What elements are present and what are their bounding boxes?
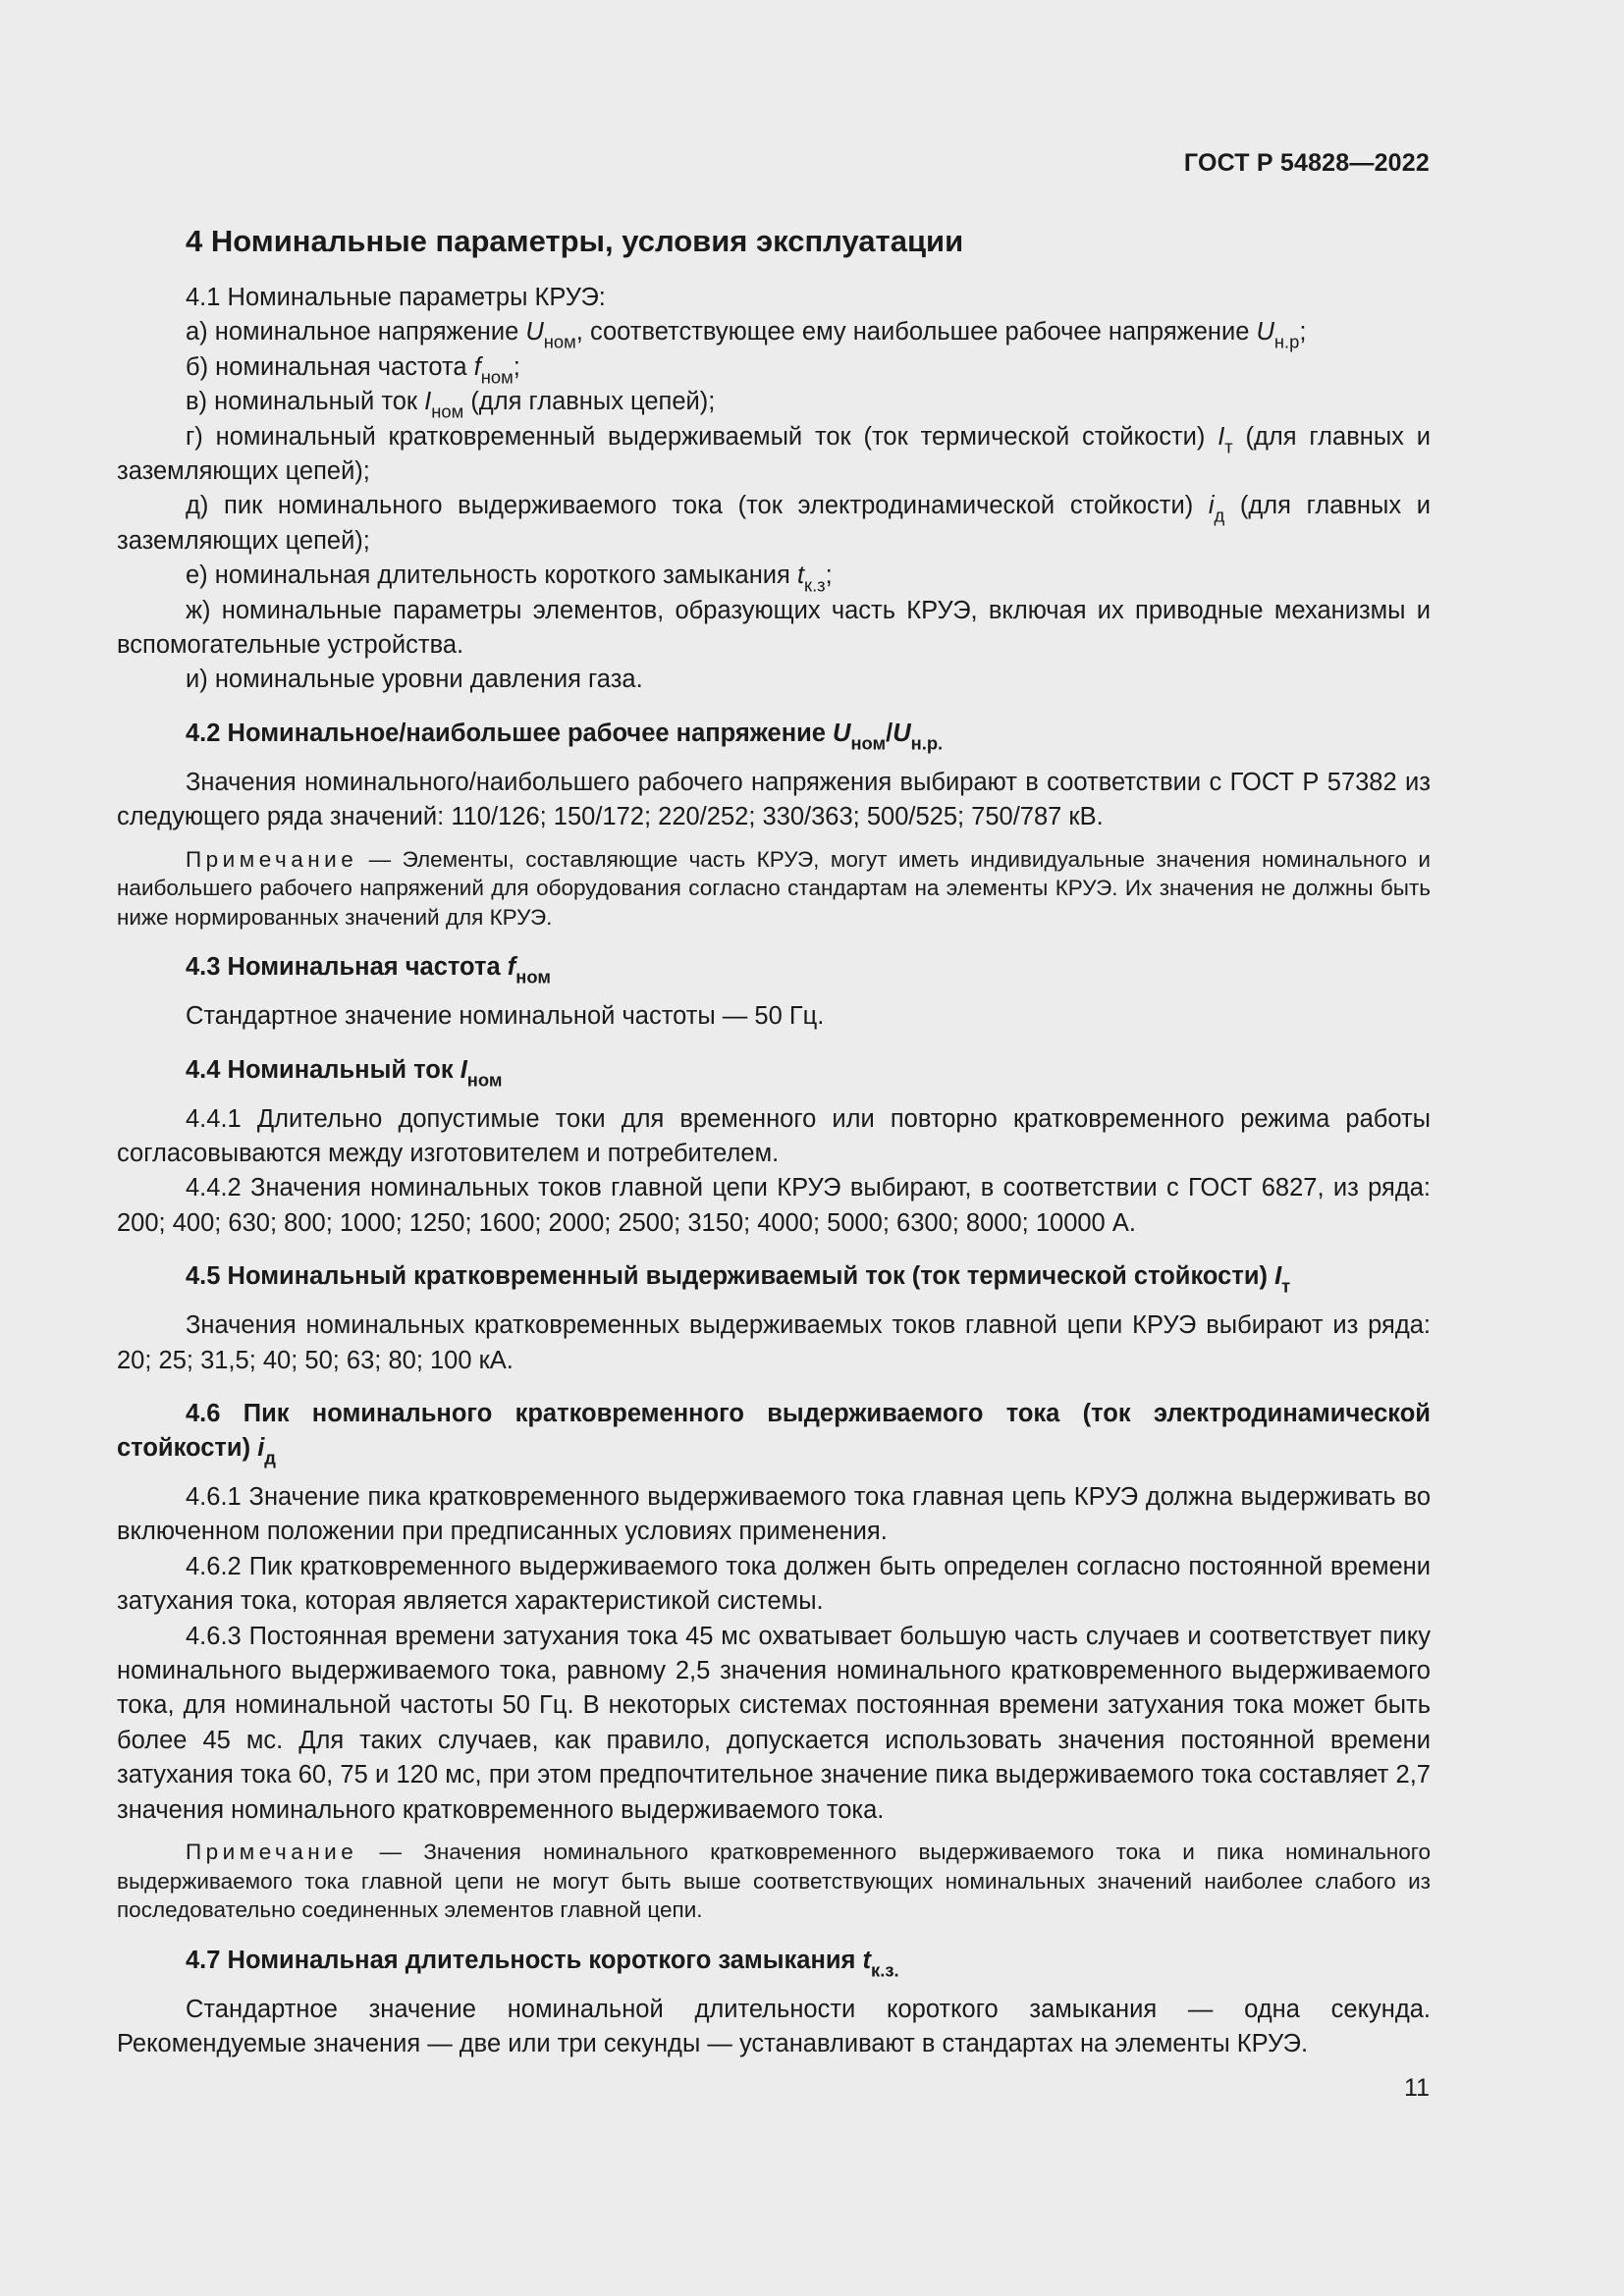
s45-title: 4.5 Номинальный кратковременный выдерживаемый ток (ток термической стойкости) $I_т$ — [186, 1262, 1291, 1297]
s46-p3: 4.6.3 Постоянная времени затухания тока 45 мс охватывает большую часть случаев и соответствует пику номинального выдерживаемого тока, равному 2,5 значения номинального кратковременного выдерживаемого тока, для номинальной частоты 50 Гц. В некоторых системах постоянная времени затухания тока может быть более 45 мс. Для таких случаев, как правило, допускается использовать значения постоянной времени затухания тока 60, 75 и 120 мс, при этом предпочтительное значение пика выдерживаемого тока составляет 2,7 значения номинального кратковременного выдерживаемого тока. — [117, 1622, 1431, 1824]
s41-item-g: г) номинальный кратковременный выдерживаемый ток (ток термической стойкости) $I_т$ (для главных и заземляющих цепей); — [117, 422, 1431, 486]
s46-title: 4.6 Пик номинального кратковременного выдерживаемого тока (ток электродинамической стойкости) $i_д$ — [117, 1400, 1431, 1468]
s43-text: Стандартное значение номинальной частоты — 50 Гц. — [186, 1002, 825, 1031]
s42-title: 4.2 Номинальное/наибольшее рабочее напряжение $U_{ном}/U_{н.р.}$ — [186, 719, 944, 754]
s41-item-i: и) номинальные уровни давления газа. — [186, 666, 643, 694]
s41-item-e: е) номинальная длительность короткого замыкания $t_{к.з}$; — [186, 561, 833, 596]
s45-text: Значения номинальных кратковременных выдерживаемых токов главной цепи КРУЭ выбирают из ряда: 20; 25; 31,5; 40; 50; 63; 80; 100 кА. — [117, 1311, 1431, 1374]
s43-title: 4.3 Номинальная частота $f_{ном}$ — [186, 953, 551, 988]
s41-item-v: в) номинальный ток $I_{ном}$ (для главных цепей); — [186, 388, 716, 422]
document-header: ГОСТ Р 54828—2022 — [1183, 149, 1430, 177]
s47-title: 4.7 Номинальная длительность короткого замыкания $t_{к.з.}$ — [186, 1946, 899, 1980]
s47-text: Стандартное значение номинальной длительности короткого замыкания — одна секунда. Рекомендуемые значения — две или три секунды — устанавливают в стандартах на элементы КРУЭ. — [117, 1995, 1431, 2057]
s41-intro: 4.1 Номинальные параметры КРУЭ: — [186, 284, 606, 311]
s46-p2: 4.6.2 Пик кратковременного выдерживаемого тока должен быть определен согласно постоянной времени затухания тока, которая является характеристикой системы. — [117, 1552, 1431, 1616]
s46-note: Примечание — Значения номинального кратковременного выдерживаемого тока и пика номинального выдерживаемого тока главной цепи не могут быть выше соответствующих номинальных значений наиболее слабого из последовательно соединенных элементов главной цепи. — [117, 1840, 1431, 1923]
s41-item-zh: ж) номинальные параметры элементов, образующих часть КРУЭ, включая их приводные механизмы и вспомогательные устройства. — [117, 596, 1431, 660]
document-body — [117, 222, 1431, 2061]
s41-item-b: б) номинальная частота $f_{ном}$; — [186, 352, 520, 388]
s42-note: Примечание — Элементы, составляющие часть КРУЭ, могут иметь индивидуальные значения номинального и наибольшего рабочего напряжений для оборудования согласно стандартам на элементы КРУЭ. Их значения не должны быть ниже нормированных значений для КРУЭ. — [117, 846, 1431, 930]
page-number: 11 — [1404, 2074, 1430, 2102]
s41-item-a: а) номинальное напряжение $U_{ном}$, соответствующее ему наибольшее рабочее напряжение $U_{н.р}$; — [186, 318, 1307, 352]
s44-p1: 4.4.1 Длительно допустимые токи для временного или повторно кратковременного режима работы согласовываются между изготовителем и потребителем. — [117, 1104, 1431, 1167]
note-label: Примечание — [186, 846, 358, 872]
section-4-title: 4 Номинальные параметры, условия эксплуатации — [186, 224, 964, 258]
s44-title: 4.4 Номинальный ток $I_{ном}$ — [186, 1055, 503, 1090]
s44-p2: 4.4.2 Значения номинальных токов главной цепи КРУЭ выбирают, в соответствии с ГОСТ 6827, из ряда: 200; 400; 630; 800; 1000; 1250; 1600; 2000; 2500; 3150; 4000; 5000; 6300; 8000; 10000 А. — [117, 1174, 1431, 1237]
s41-item-d: д) пик номинального выдерживаемого тока (ток электродинамической стойкости) $i_д$ (для главных и заземляющих цепей); — [117, 492, 1431, 555]
note-label: Примечание — [186, 1840, 358, 1865]
s46-p1: 4.6.1 Значение пика кратковременного выдерживаемого тока главная цепь КРУЭ должна выдерживать во включенном положении при предписанных условиях применения. — [117, 1483, 1431, 1546]
s42-text: Значения номинального/наибольшего рабочего напряжения выбирают в соответствии с ГОСТ Р 57382 из следующего ряда значений: 110/126; 150/172; 220/252; 330/363; 500/525; 750/787 кВ. — [117, 768, 1431, 831]
